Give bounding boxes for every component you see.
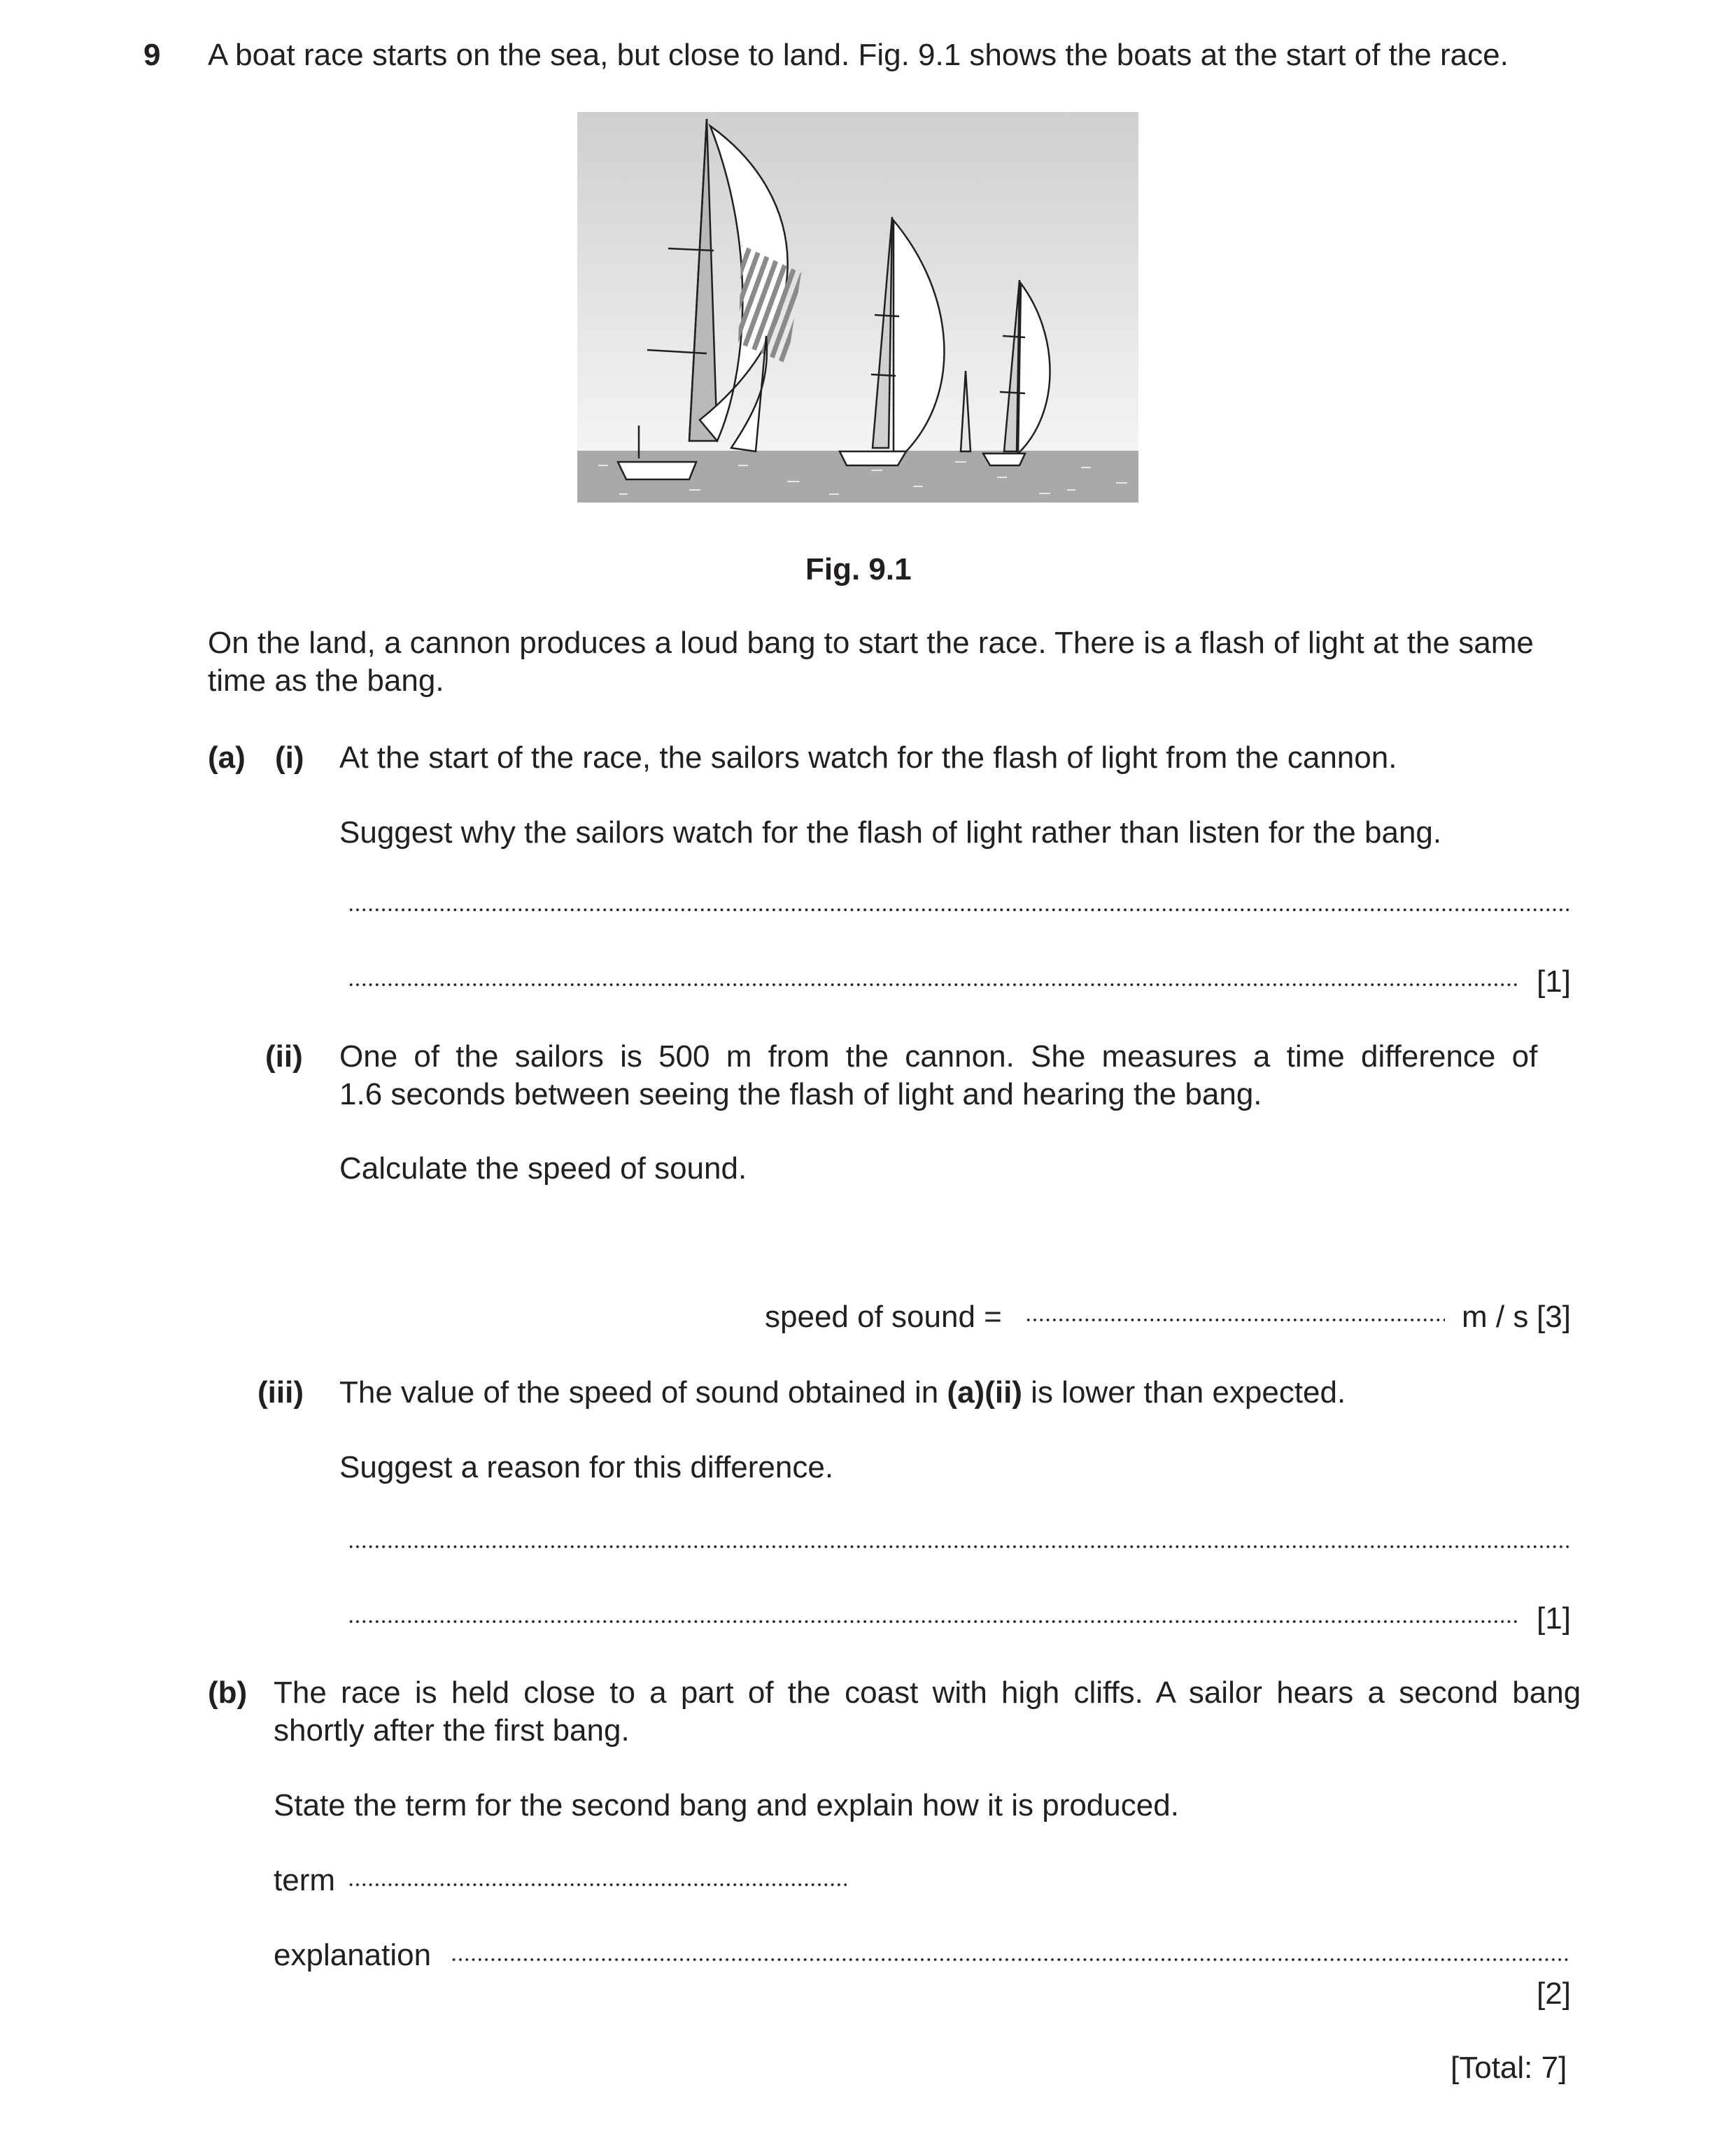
marks: [1]: [1537, 1601, 1571, 1636]
sky: [577, 112, 1138, 451]
boat-race-figure: [577, 112, 1138, 503]
part-a-i-prompt: Suggest why the sailors watch for the flash of light rather than listen for the bang.: [339, 815, 1442, 850]
marks: [3]: [1537, 1300, 1571, 1334]
answer-line[interactable]: [348, 983, 1520, 987]
part-a-label: (a): [208, 740, 246, 775]
marks: [2]: [1537, 1976, 1571, 2011]
part-a-iii-text: [339, 1374, 1346, 1412]
part-a-iii-label: (iii): [257, 1375, 304, 1410]
part-b-text-line2: shortly after the first bang.: [274, 1713, 630, 1748]
answer-line[interactable]: [348, 1619, 1520, 1624]
explanation-answer-line[interactable]: [451, 1958, 1571, 1962]
figure-caption: Fig. 9.1: [805, 552, 912, 586]
question-intro: A boat race starts on the sea, but close to land. Fig. 9.1 shows the boats at the start of the race.: [208, 38, 1509, 72]
part-a-iii-reference: (a)(ii): [947, 1375, 1022, 1410]
speed-of-sound-answer[interactable]: [1025, 1318, 1445, 1322]
total-marks: [Total: 7]: [1451, 2051, 1567, 2085]
context-text-line2: time as the bang.: [208, 663, 444, 698]
part-a-ii-prompt: Calculate the speed of sound.: [339, 1151, 747, 1186]
part-b-prompt: State the term for the second bang and explain how it is produced.: [274, 1788, 1179, 1822]
explanation-label: explanation: [274, 1938, 432, 1972]
part-b-label: (b): [208, 1675, 248, 1710]
part-a-ii-text-line2: 1.6 seconds between seeing the flash of light and hearing the bang.: [339, 1077, 1262, 1111]
answer-line[interactable]: [348, 908, 1571, 912]
part-a-ii-text-line1: One of the sailors is 500 m from the cannon. She measures a time difference of: [339, 1039, 1538, 1074]
term-answer-line[interactable]: [348, 1883, 847, 1887]
part-a-ii-label: (ii): [265, 1039, 303, 1074]
unit-label: m / s: [1462, 1300, 1529, 1334]
answer-line[interactable]: [348, 1545, 1571, 1549]
part-a-iii-text-post: is lower than expected.: [1022, 1375, 1346, 1410]
part-a-iii-prompt: Suggest a reason for this difference.: [339, 1450, 834, 1484]
part-a-i-label: (i): [275, 740, 304, 775]
context-text-line1: On the land, a cannon produces a loud bang to start the race. There is a flash of light at the same: [208, 626, 1534, 660]
part-b-text-line1: The race is held close to a part of the coast with high cliffs. A sailor hears a second bang: [274, 1675, 1581, 1710]
question-number: 9: [143, 38, 161, 72]
part-a-i-text: At the start of the race, the sailors watch for the flash of light from the cannon.: [339, 740, 1397, 775]
part-a-iii-text-pre: The value of the speed of sound obtained in: [339, 1375, 947, 1410]
speed-of-sound-label: speed of sound =: [765, 1300, 1002, 1334]
term-label: term: [274, 1863, 335, 1897]
marks: [1]: [1537, 964, 1571, 999]
